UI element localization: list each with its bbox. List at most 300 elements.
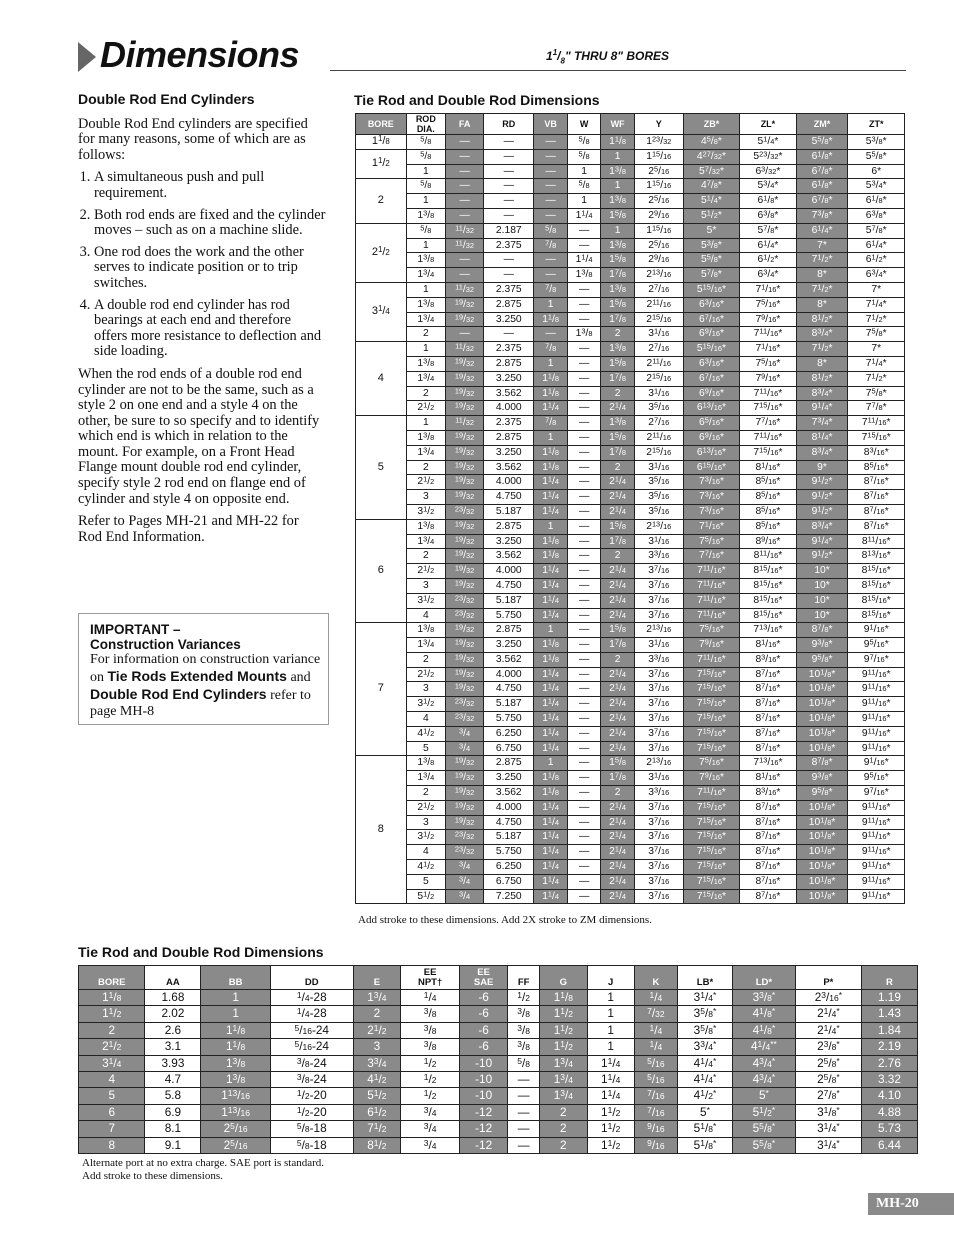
table-cell: —: [567, 771, 600, 786]
reasons-list: [78, 170, 326, 360]
table-cell: $3^3/4$: [353, 1055, 400, 1071]
table-cell: 5.187: [484, 697, 534, 712]
table-cell: $8^7/16*$: [848, 475, 905, 490]
table-row: [356, 549, 905, 564]
table-cell: $9^1/2*$: [796, 475, 848, 490]
table-cell: 2.375: [484, 416, 534, 431]
table-cell: $5^7/8*$: [683, 268, 739, 283]
table-cell: 1.19: [861, 990, 917, 1006]
table-row: [356, 371, 905, 386]
table-cell: $8^{15}/16*$: [740, 578, 796, 593]
table-row: [356, 297, 905, 312]
bore-cell: 7: [356, 623, 407, 756]
table-cell: 2: [601, 460, 634, 475]
table-cell: $7^{15}/16*$: [683, 830, 739, 845]
table-cell: $^3$/4: [401, 1121, 460, 1137]
table-cell: 5*: [733, 1088, 796, 1104]
table-cell: $^1$/4-28: [270, 990, 353, 1006]
table-cell: $10^1/8*$: [796, 712, 848, 727]
table-cell: $6^7/16*$: [683, 312, 739, 327]
table-cell: 2: [406, 786, 445, 801]
table-row: [356, 356, 905, 371]
table-cell: $^3$/8: [508, 1022, 540, 1038]
table-cell: 4.750: [484, 578, 534, 593]
table-cell: $9^{11}/16*$: [848, 682, 905, 697]
column-header: BORE: [79, 966, 145, 990]
column-header: BORE: [356, 114, 407, 135]
table-cell: $9^5/16*$: [848, 638, 905, 653]
table-cell: $^1$/2: [401, 1072, 460, 1088]
table-cell: —: [567, 786, 600, 801]
table-cell: 5.187: [484, 593, 534, 608]
table-cell: $2^{13}/16$: [634, 756, 683, 771]
table-cell: $7^1/2$: [353, 1121, 400, 1137]
table-cell: —: [508, 1072, 540, 1088]
table-cell: 1.84: [861, 1022, 917, 1038]
table-cell: $^5$/16-24: [270, 1039, 353, 1055]
table-cell: $^{19}$/32: [446, 638, 484, 653]
table-cell: $1^3/8$: [406, 430, 445, 445]
table-cell: —: [534, 268, 567, 283]
table-cell: $^5$/8-18: [270, 1137, 353, 1153]
table-cell: $8^5/16*$: [740, 475, 796, 490]
table-cell: $2^{15}/16$: [634, 371, 683, 386]
table-cell: $6^{13}/16*$: [683, 445, 739, 460]
table-cell: $1^1/8$: [534, 312, 567, 327]
table-cell: $7^{11}/16*$: [740, 430, 796, 445]
table-row: [356, 208, 905, 223]
table-cell: $1^3/4$: [406, 312, 445, 327]
table-cell: $1^1/2$: [540, 1006, 587, 1022]
page-subtitle: $1^1/_8$" THRU 8" BORES: [546, 48, 669, 66]
table-cell: $3^5/8^*$: [677, 1006, 732, 1022]
table-cell: $2^1/4$: [601, 741, 634, 756]
table-cell: $^{23}$/32: [446, 608, 484, 623]
table-cell: $5^5/8^*$: [733, 1121, 796, 1137]
table-cell: $5^3/4*$: [848, 179, 905, 194]
table-cell: $^{19}$/32: [446, 623, 484, 638]
table-cell: 1: [534, 356, 567, 371]
table-cell: $3^3/4^*$: [677, 1039, 732, 1055]
table-cell: $^5$/8: [406, 149, 445, 164]
table-cell: $^3$/8: [508, 1006, 540, 1022]
table-cell: $^5$/8: [406, 135, 445, 150]
table-cell: 6.750: [484, 741, 534, 756]
table-cell: $^3$/4: [446, 874, 484, 889]
table-cell: $1^1/2$: [79, 1006, 145, 1022]
table-cell: $9^{11}/16*$: [848, 815, 905, 830]
table-cell: $1^1/8$: [201, 1022, 270, 1038]
table-cell: 2.375: [484, 238, 534, 253]
table-row: [356, 401, 905, 416]
table-cell: $1^1/4$: [587, 1055, 634, 1071]
table-cell: $10^1/8*$: [796, 741, 848, 756]
table-cell: $^3$/4: [446, 726, 484, 741]
table-cell: 3: [406, 490, 445, 505]
table-cell: 6.250: [484, 726, 534, 741]
table-cell: $4^1/2$: [406, 726, 445, 741]
table-cell: —: [567, 504, 600, 519]
table-cell: —: [567, 652, 600, 667]
table-cell: $3^7/16$: [634, 667, 683, 682]
table-cell: —: [567, 593, 600, 608]
table-row: [356, 608, 905, 623]
column-header: ROD DIA.: [406, 114, 445, 135]
table-cell: —: [567, 223, 600, 238]
table-cell: $6^7/16*$: [683, 371, 739, 386]
table-cell: $8^1/4*$: [796, 430, 848, 445]
table-cell: $5^3/8*$: [848, 135, 905, 150]
table-cell: $^3$/4: [446, 860, 484, 875]
table-cell: $^3$/8: [508, 1039, 540, 1055]
table-cell: $1^3/4$: [406, 371, 445, 386]
table-cell: $^1$/2: [401, 1055, 460, 1071]
table-cell: $4^1/8^*$: [733, 1022, 796, 1038]
table-cell: $3^1/4$: [79, 1055, 145, 1071]
table-cell: $7^1/4*$: [848, 356, 905, 371]
table-row: [356, 786, 905, 801]
table-cell: $8^{15}/16*$: [848, 564, 905, 579]
table-cell: $1^1/4$: [534, 697, 567, 712]
table-cell: $1^3/4$: [406, 534, 445, 549]
table-cell: $8^7/16*$: [740, 800, 796, 815]
table-cell: $1^1/2$: [587, 1121, 634, 1137]
table-cell: $9^{11}/16*$: [848, 697, 905, 712]
table-cell: 1: [567, 164, 600, 179]
table-cell: $5^1/2$: [406, 889, 445, 904]
table-cell: $^7$/16: [634, 1088, 677, 1104]
table-cell: $8^7/16*$: [740, 682, 796, 697]
table-cell: $2^1/4$: [601, 504, 634, 519]
table-cell: $1^1/4$: [534, 578, 567, 593]
table-cell: $7^9/16*$: [683, 638, 739, 653]
table-cell: $1^{13}/16$: [201, 1088, 270, 1104]
table-cell: 8.1: [145, 1121, 201, 1137]
table-cell: $9^1/16*$: [848, 623, 905, 638]
table-cell: $5^{15}/16*$: [683, 342, 739, 357]
table-cell: $3^5/16$: [634, 504, 683, 519]
table-cell: $^5$/8: [406, 223, 445, 238]
table-cell: 2: [540, 1104, 587, 1120]
bore-cell: $1^1/8$: [356, 135, 407, 150]
table-cell: $^{11}$/32: [446, 282, 484, 297]
bore-cell: 6: [356, 519, 407, 623]
table-row: [356, 578, 905, 593]
table-cell: $8^7/16*$: [848, 504, 905, 519]
table-row: [356, 652, 905, 667]
table-cell: -12: [460, 1121, 508, 1137]
table-cell: $1^1/4$: [534, 490, 567, 505]
table-cell: 4.000: [484, 564, 534, 579]
table-cell: $6^{13}/16*$: [683, 401, 739, 416]
table-cell: $7^{15}/16*$: [683, 889, 739, 904]
table-cell: $8^1/16*$: [740, 771, 796, 786]
table-cell: $1^3/8$: [601, 282, 634, 297]
table-cell: $1^1/4$: [534, 475, 567, 490]
table-cell: $^5$/16-24: [270, 1022, 353, 1038]
table-cell: $6^5/16*$: [683, 416, 739, 431]
list-item: 4. A double rod end cylinder has rod bearings at each end and therefore offers more resistance to deflection and side loading.: [94, 298, 326, 360]
table-row: [356, 179, 905, 194]
table-cell: 2.875: [484, 623, 534, 638]
table-cell: $1^7/8$: [601, 371, 634, 386]
table-cell: —: [567, 475, 600, 490]
table-cell: 5.73: [861, 1121, 917, 1137]
table-cell: $^{19}$/32: [446, 771, 484, 786]
table-cell: $2^5/16$: [634, 194, 683, 209]
table-cell: 2: [601, 786, 634, 801]
table-cell: —: [567, 564, 600, 579]
table-cell: $6^1/2$: [353, 1104, 400, 1120]
table-cell: $7^1/2*$: [848, 312, 905, 327]
table-cell: $7^{15}/16*$: [740, 445, 796, 460]
table-cell: 3: [353, 1039, 400, 1055]
table-cell: $^5$/16: [634, 1055, 677, 1071]
table-cell: $7^9/16*$: [740, 312, 796, 327]
table-row: [79, 1121, 918, 1137]
table-cell: $8^7/8*$: [796, 756, 848, 771]
table-cell: $^5$/8: [567, 179, 600, 194]
table-cell: 1: [534, 756, 567, 771]
table-cell: $^{19}$/32: [446, 430, 484, 445]
table-cell: —: [567, 800, 600, 815]
table-cell: —: [446, 208, 484, 223]
table-cell: $2^1/4$: [601, 564, 634, 579]
table-cell: $1^1/8$: [601, 135, 634, 150]
table-cell: $7^3/8*$: [796, 208, 848, 223]
table-cell: 1: [534, 430, 567, 445]
table-row: [356, 164, 905, 179]
table-cell: $6^1/8*$: [796, 149, 848, 164]
table-cell: $^3$/4: [446, 741, 484, 756]
table-cell: $3^5/16$: [634, 475, 683, 490]
table-cell: $1^1/4$: [587, 1072, 634, 1088]
table-cell: $2^7/16$: [634, 282, 683, 297]
table-cell: $^3$/4: [401, 1137, 460, 1153]
important-text: For information on construction variance on Tie Rods Extended Mounts and Double Rod End Cylinders refer to page MH-8: [90, 652, 321, 719]
table-cell: $7^1/2*$: [796, 253, 848, 268]
table-cell: 3.250: [484, 771, 534, 786]
table-cell: $6^1/4*$: [848, 238, 905, 253]
table-cell: $3^7/16$: [634, 800, 683, 815]
table-cell: $6^9/16*$: [683, 327, 739, 342]
table-cell: $8^7/16*$: [740, 889, 796, 904]
table-cell: $^{19}$/32: [446, 652, 484, 667]
table-cell: $1^7/8$: [601, 638, 634, 653]
table-cell: $1^3/8$: [601, 164, 634, 179]
table-cell: $1^3/8$: [406, 356, 445, 371]
table-cell: $^7$/8: [534, 282, 567, 297]
page-number: MH-20: [868, 1193, 954, 1215]
table-cell: $7^{11}/16*$: [683, 593, 739, 608]
table-cell: $7^{15}/16*$: [683, 697, 739, 712]
table-cell: $2^3/16^*$: [795, 990, 861, 1006]
table-cell: $2^9/16$: [634, 253, 683, 268]
table-cell: $2^1/4$: [601, 401, 634, 416]
table-cell: 2: [601, 327, 634, 342]
bore-cell: 8: [356, 756, 407, 904]
table-cell: $8^1/16*$: [740, 460, 796, 475]
table-cell: $1^1/8$: [534, 534, 567, 549]
table-cell: $6^1/4*$: [796, 223, 848, 238]
table-cell: 1: [567, 194, 600, 209]
table-cell: $^{11}$/32: [446, 342, 484, 357]
column-header: VB: [534, 114, 567, 135]
table-cell: 2: [601, 549, 634, 564]
table-cell: —: [567, 845, 600, 860]
table-cell: $^{19}$/32: [446, 356, 484, 371]
table-cell: $1^1/4$: [534, 889, 567, 904]
intro-paragraph: Double Rod End cylinders are specified for many reasons, some of which are as follows:: [78, 115, 308, 163]
table-cell: $1^3/8$: [201, 1072, 270, 1088]
table-cell: 1: [587, 1006, 634, 1022]
table-cell: $9^{11}/16*$: [848, 726, 905, 741]
table-cell: $^{23}$/32: [446, 504, 484, 519]
table-cell: $3^1/16$: [634, 460, 683, 475]
table-cell: $4^1/8^*$: [733, 1006, 796, 1022]
table-cell: $^5$/8: [534, 223, 567, 238]
table1-note: Add stroke to these dimensions. Add 2X stroke to ZM dimensions.: [358, 914, 652, 926]
table-cell: $8^{11}/16*$: [848, 534, 905, 549]
table-cell: $8^1/2*$: [796, 312, 848, 327]
table-cell: —: [446, 179, 484, 194]
table-cell: $7^1/2*$: [796, 282, 848, 297]
table-cell: —: [567, 430, 600, 445]
table-cell: $2^{13}/16$: [634, 623, 683, 638]
table-cell: $3^3/8^*$: [733, 990, 796, 1006]
table-cell: 5.187: [484, 504, 534, 519]
table-cell: $1^1/8$: [534, 652, 567, 667]
table-cell: $8^1/16*$: [740, 638, 796, 653]
table-cell: $1^1/8$: [534, 638, 567, 653]
table-cell: —: [567, 282, 600, 297]
table-cell: 1: [406, 194, 445, 209]
table-cell: $1^1/2$: [587, 1104, 634, 1120]
table-cell: $2^5/8^*$: [795, 1072, 861, 1088]
table-cell: $1^3/8$: [601, 194, 634, 209]
table-row: [356, 312, 905, 327]
table-cell: $^{19}$/32: [446, 667, 484, 682]
table-cell: $3^5/16$: [634, 401, 683, 416]
table-row: [356, 416, 905, 431]
table-cell: 4.000: [484, 475, 534, 490]
column-header: LD*: [733, 966, 796, 990]
table-cell: —: [484, 194, 534, 209]
table-cell: $2^7/16$: [634, 416, 683, 431]
table-cell: $7^5/16*$: [683, 534, 739, 549]
table-cell: —: [567, 386, 600, 401]
table-cell: $1^5/8$: [601, 623, 634, 638]
table-cell: -6: [460, 1022, 508, 1038]
table-cell: $3^7/16$: [634, 608, 683, 623]
table-cell: $^3$/8: [401, 1006, 460, 1022]
table-cell: 3.250: [484, 534, 534, 549]
table-cell: —: [508, 1088, 540, 1104]
table-cell: $2^1/4$: [601, 667, 634, 682]
table-cell: $9^{11}/16*$: [848, 741, 905, 756]
table-cell: $8^7/16*$: [740, 697, 796, 712]
table-cell: $1^7/8$: [601, 268, 634, 283]
table-row: [356, 149, 905, 164]
table-cell: $2^1/4$: [601, 697, 634, 712]
bore-cell: $3^1/4$: [356, 282, 407, 341]
table-cell: $3^7/16$: [634, 697, 683, 712]
column-header: P*: [795, 966, 861, 990]
table-row: [356, 135, 905, 150]
table-cell: $2^1/2$: [353, 1022, 400, 1038]
table-cell: $2^1/4$: [601, 845, 634, 860]
table-cell: $7^3/4*$: [796, 416, 848, 431]
table-cell: $2^{13}/16$: [634, 268, 683, 283]
table-cell: $5^1/4*$: [740, 135, 796, 150]
table-row: [79, 1039, 918, 1055]
table-cell: $3^7/16$: [634, 593, 683, 608]
table-cell: $7^{15}/16*$: [740, 401, 796, 416]
table-cell: $9^1/4*$: [796, 401, 848, 416]
table-cell: —: [567, 445, 600, 460]
table-cell: 7*: [796, 238, 848, 253]
table-cell: $7^5/8*$: [848, 327, 905, 342]
bore-cell: 4: [356, 342, 407, 416]
table-row: [356, 490, 905, 505]
table-cell: $2^3/8^*$: [795, 1039, 861, 1055]
table-cell: —: [567, 667, 600, 682]
table-cell: $1^1/4$: [534, 726, 567, 741]
table-row: [356, 223, 905, 238]
table-cell: $1^3/8$: [201, 1055, 270, 1071]
table-cell: $7^{11}/16*$: [683, 608, 739, 623]
table-cell: 2: [406, 460, 445, 475]
table-row: [356, 268, 905, 283]
table-cell: $2^{15}/16$: [634, 312, 683, 327]
table-cell: 5.750: [484, 712, 534, 727]
table-cell: $^5$/8: [508, 1055, 540, 1071]
table-row: [356, 845, 905, 860]
table-cell: $8^3/4*$: [796, 445, 848, 460]
table-cell: $3^1/4^*$: [677, 990, 732, 1006]
rod-end-paragraph: When the rod ends of a double rod end cylinder are not to be the same, such as a style 2 on one end and a style 4 on the other, be sure to so specify and to identify which end is which in relation to the mount. For example, on a Front Head Flange mount double rod end cylinder, specify style 2 rod end on flange end of cylinder and style 4 on opposite end.: [78, 365, 320, 507]
table-cell: $9^{11}/16*$: [848, 860, 905, 875]
table-cell: 9*: [796, 460, 848, 475]
table-cell: $2^1/2$: [406, 475, 445, 490]
table-cell: 8: [79, 1137, 145, 1153]
column-header: Y: [634, 114, 683, 135]
table-cell: $8^7/16*$: [740, 667, 796, 682]
bore-cell: $1^1/2$: [356, 149, 407, 179]
table-cell: $1^1/4$: [534, 682, 567, 697]
table-cell: $1^1/4$: [534, 874, 567, 889]
table-cell: $1^1/4$: [534, 830, 567, 845]
table-cell: 2: [406, 652, 445, 667]
table-cell: $^1$/4: [401, 990, 460, 1006]
table-cell: $1^1/4$: [587, 1088, 634, 1104]
table-cell: $1^5/8$: [601, 253, 634, 268]
table-cell: —: [567, 297, 600, 312]
table-cell: 1: [201, 1006, 270, 1022]
table-cell: $^{19}$/32: [446, 312, 484, 327]
table-cell: 1: [534, 297, 567, 312]
table-cell: $3^1/8^*$: [795, 1104, 861, 1120]
table-cell: $6^7/8*$: [796, 164, 848, 179]
page-header: [78, 34, 906, 75]
refer-paragraph: Refer to Pages MH-21 and MH-22 for Rod End Information.: [78, 513, 299, 545]
table-cell: $^{19}$/32: [446, 756, 484, 771]
table-row: [356, 342, 905, 357]
table-cell: $8^{15}/16*$: [848, 593, 905, 608]
table-cell: —: [567, 682, 600, 697]
table-cell: —: [567, 312, 600, 327]
column-header: ZB*: [683, 114, 739, 135]
